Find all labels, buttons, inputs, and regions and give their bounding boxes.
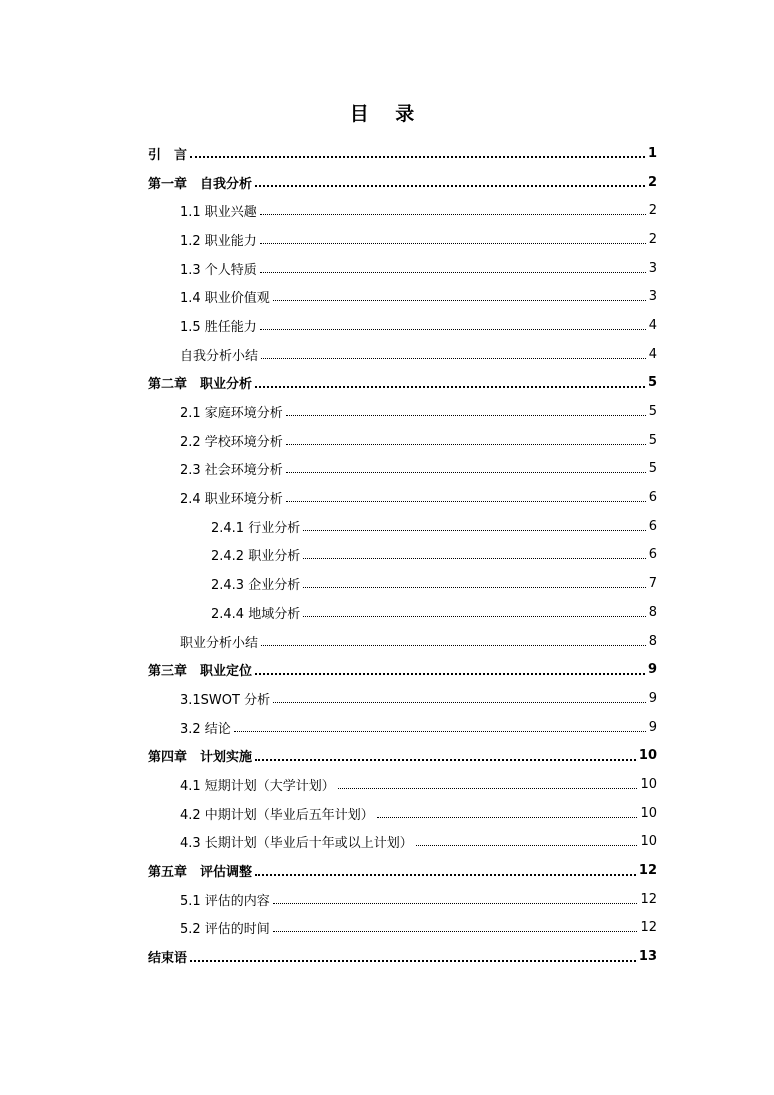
toc-entry[interactable] <box>148 254 657 283</box>
toc-entry-page-number: 6 <box>648 518 657 534</box>
toc-dot-leader <box>377 817 638 818</box>
toc-entry-label: 3.1SWOT 分析 <box>180 692 271 708</box>
toc-entry[interactable] <box>148 828 657 857</box>
toc-entry[interactable] <box>148 311 657 340</box>
toc-entry-page-number: 12 <box>640 891 657 907</box>
toc-entry-label: 3.2 结论 <box>180 721 231 737</box>
toc-dot-leader <box>255 673 645 675</box>
toc-entry-page-number: 3 <box>648 260 657 276</box>
toc-dot-leader <box>303 558 646 559</box>
toc-entry-label: 结束语 <box>148 951 188 967</box>
toc-entry[interactable] <box>148 455 657 484</box>
toc-entry-page-number: 2 <box>647 174 657 190</box>
toc-dot-leader <box>303 587 646 588</box>
toc-dot-leader <box>190 960 636 962</box>
toc-entry[interactable] <box>148 541 657 570</box>
toc-entry-label: 第一章 自我分析 <box>148 176 253 192</box>
toc-entry[interactable] <box>148 512 657 541</box>
table-of-contents <box>148 139 657 971</box>
toc-entry[interactable] <box>148 426 657 455</box>
toc-entry-label: 引 言 <box>148 147 188 163</box>
toc-entry-label: 1.1 职业兴趣 <box>180 205 257 221</box>
toc-entry-label: 1.2 职业能力 <box>180 233 257 249</box>
toc-entry-page-number: 5 <box>648 461 657 477</box>
toc-dot-leader <box>261 645 646 646</box>
toc-entry-page-number: 12 <box>638 863 657 879</box>
toc-entry-label: 4.2 中期计划（毕业后五年计划） <box>180 807 374 823</box>
toc-dot-leader <box>286 444 646 445</box>
toc-entry[interactable] <box>148 340 657 369</box>
toc-dot-leader <box>234 731 646 732</box>
toc-dot-leader <box>273 702 646 703</box>
toc-entry-label: 2.4.1 行业分析 <box>211 520 301 536</box>
toc-dot-leader <box>260 329 646 330</box>
toc-entry[interactable] <box>148 799 657 828</box>
toc-entry-page-number: 1 <box>647 145 657 161</box>
toc-entry-label: 2.4.2 职业分析 <box>211 549 301 565</box>
toc-entry[interactable] <box>148 627 657 656</box>
toc-dot-leader <box>260 272 646 273</box>
toc-entry[interactable] <box>148 655 657 684</box>
toc-dot-leader <box>303 616 646 617</box>
toc-dot-leader <box>261 358 646 359</box>
toc-entry-label: 4.3 长期计划（毕业后十年或以上计划） <box>180 836 413 852</box>
toc-entry-page-number: 5 <box>648 432 657 448</box>
toc-entry-page-number: 10 <box>640 776 657 792</box>
toc-entry-label: 第五章 评估调整 <box>148 865 253 881</box>
toc-entry-page-number: 9 <box>648 690 657 706</box>
toc-dot-leader <box>286 472 646 473</box>
toc-dot-leader <box>338 788 638 789</box>
toc-title: 目 录 <box>349 103 425 125</box>
toc-entry[interactable] <box>148 569 657 598</box>
toc-dot-leader <box>255 874 636 876</box>
toc-entry[interactable] <box>148 139 657 168</box>
toc-entry[interactable] <box>148 369 657 398</box>
toc-entry-label: 1.4 职业价值观 <box>180 291 270 307</box>
toc-entry-page-number: 12 <box>640 920 657 936</box>
toc-entry[interactable] <box>148 196 657 225</box>
toc-dot-leader <box>260 214 646 215</box>
toc-dot-leader <box>255 759 636 761</box>
toc-entry-page-number: 4 <box>648 346 657 362</box>
toc-entry[interactable] <box>148 168 657 197</box>
toc-entry[interactable] <box>148 770 657 799</box>
toc-entry-label: 第三章 职业定位 <box>148 664 253 680</box>
toc-entry[interactable] <box>148 397 657 426</box>
toc-entry-page-number: 8 <box>648 604 657 620</box>
toc-entry[interactable] <box>148 483 657 512</box>
toc-entry-page-number: 7 <box>648 576 657 592</box>
toc-entry-page-number: 5 <box>648 404 657 420</box>
toc-entry[interactable] <box>148 684 657 713</box>
toc-dot-leader <box>260 243 646 244</box>
toc-entry-page-number: 8 <box>648 633 657 649</box>
toc-entry[interactable] <box>148 282 657 311</box>
toc-entry-page-number: 9 <box>647 662 657 678</box>
toc-entry-page-number: 3 <box>648 289 657 305</box>
toc-entry[interactable] <box>148 885 657 914</box>
toc-entry-label: 1.5 胜任能力 <box>180 319 257 335</box>
toc-entry-label: 2.4.3 企业分析 <box>211 578 301 594</box>
toc-dot-leader <box>255 386 645 388</box>
toc-entry[interactable] <box>148 856 657 885</box>
toc-dot-leader <box>416 845 638 846</box>
toc-entry-label: 2.4 职业环境分析 <box>180 492 283 508</box>
toc-entry-page-number: 13 <box>638 949 657 965</box>
toc-entry-label: 5.2 评估的时间 <box>180 922 270 938</box>
toc-entry-page-number: 10 <box>640 805 657 821</box>
toc-entry-label: 2.3 社会环境分析 <box>180 463 283 479</box>
toc-entry[interactable] <box>148 598 657 627</box>
toc-entry[interactable] <box>148 942 657 971</box>
toc-entry-page-number: 6 <box>648 547 657 563</box>
toc-entry-label: 2.4.4 地域分析 <box>211 606 301 622</box>
toc-dot-leader <box>286 415 646 416</box>
toc-entry-page-number: 6 <box>648 490 657 506</box>
toc-entry-page-number: 9 <box>648 719 657 735</box>
toc-entry-page-number: 5 <box>647 375 657 391</box>
toc-entry-page-number: 4 <box>648 317 657 333</box>
toc-dot-leader <box>303 530 646 531</box>
toc-entry[interactable] <box>148 225 657 254</box>
toc-entry[interactable] <box>148 741 657 770</box>
toc-entry-label: 职业分析小结 <box>180 635 259 651</box>
toc-dot-leader <box>190 156 645 158</box>
toc-entry-label: 4.1 短期计划（大学计划） <box>180 778 335 794</box>
toc-entry-label: 5.1 评估的内容 <box>180 893 270 909</box>
toc-dot-leader <box>255 185 645 187</box>
toc-dot-leader <box>273 903 638 904</box>
toc-entry-page-number: 2 <box>648 203 657 219</box>
toc-entry-label: 2.1 家庭环境分析 <box>180 406 283 422</box>
toc-entry-label: 自我分析小结 <box>180 348 259 364</box>
toc-entry-page-number: 2 <box>648 231 657 247</box>
toc-entry-label: 第四章 计划实施 <box>148 750 253 766</box>
toc-dot-leader <box>286 501 646 502</box>
toc-entry-label: 第二章 职业分析 <box>148 377 253 393</box>
toc-entry-page-number: 10 <box>640 834 657 850</box>
toc-entry-label: 1.3 个人特质 <box>180 262 257 278</box>
toc-entry[interactable] <box>148 713 657 742</box>
toc-dot-leader <box>273 931 638 932</box>
toc-entry[interactable] <box>148 914 657 943</box>
toc-entry-page-number: 10 <box>638 748 657 764</box>
toc-dot-leader <box>273 300 646 301</box>
toc-entry-label: 2.2 学校环境分析 <box>180 434 283 450</box>
